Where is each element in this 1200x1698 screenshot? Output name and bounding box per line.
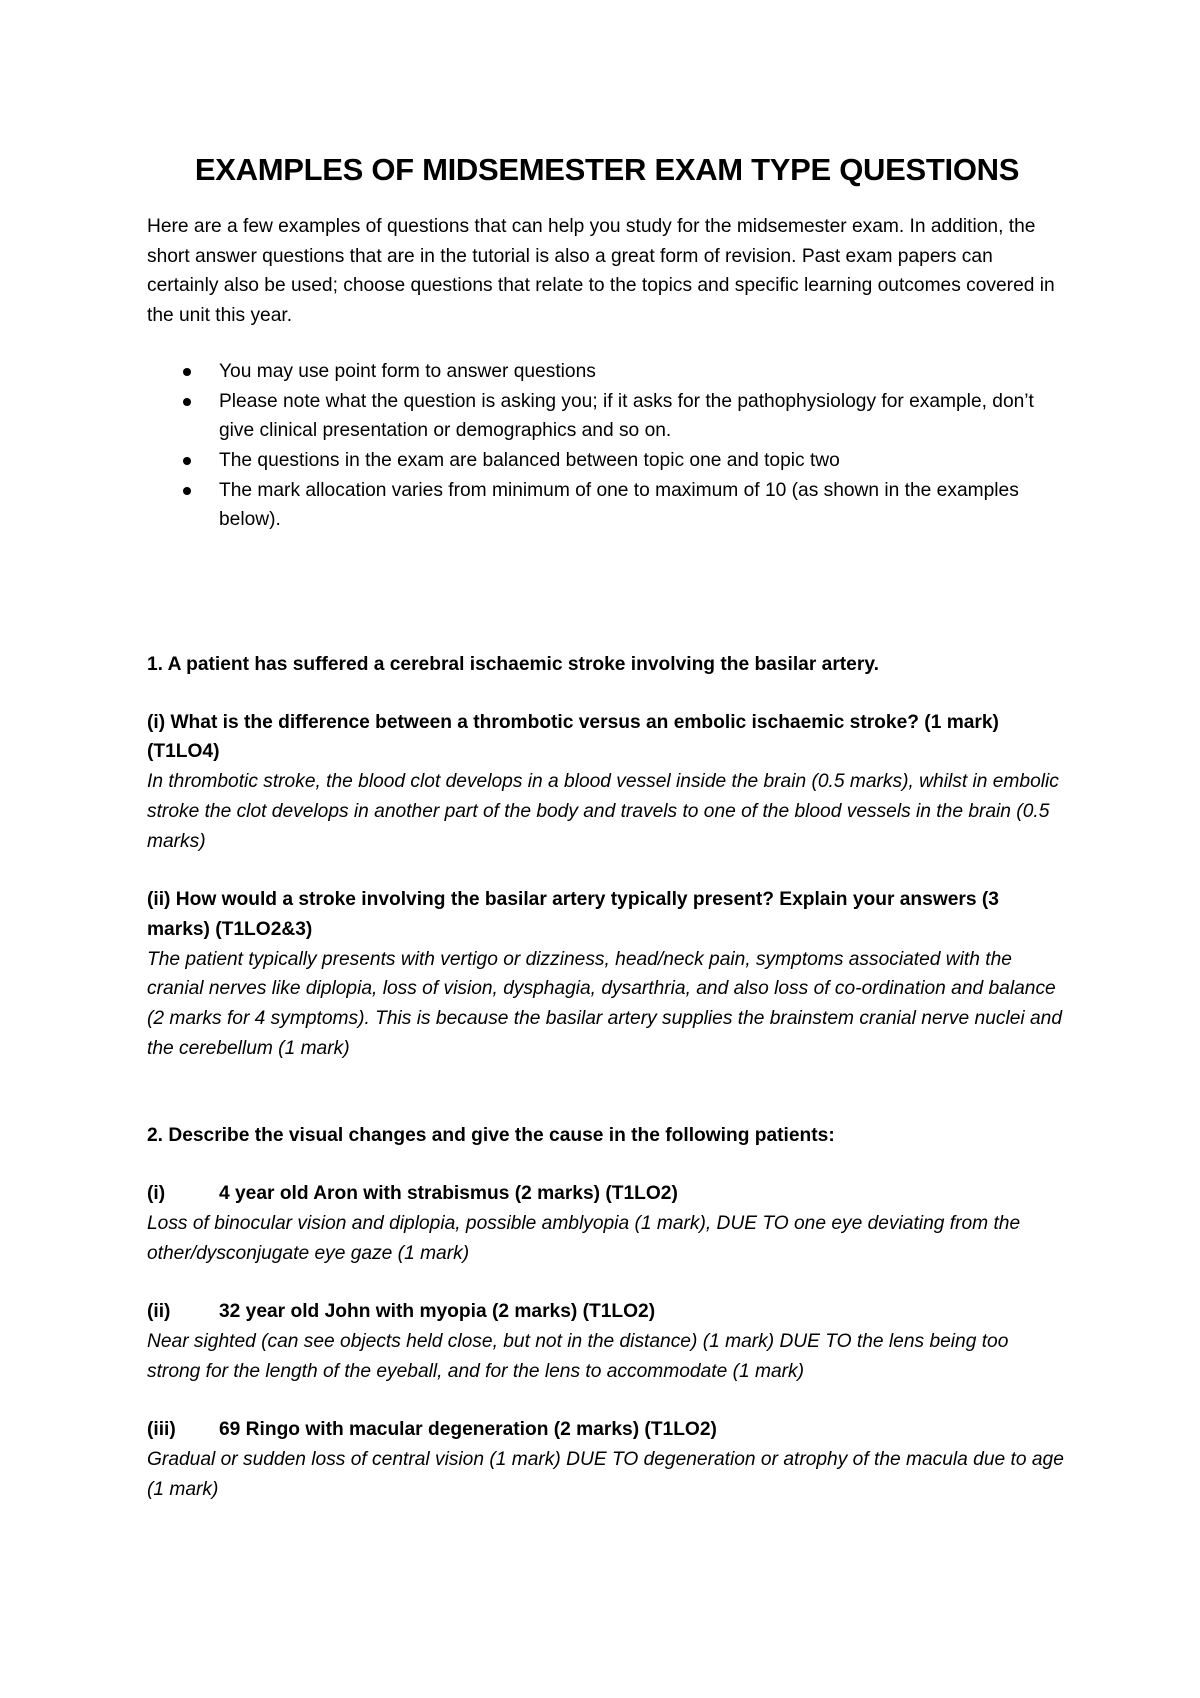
part-number: (iii) [147,1419,176,1441]
question-row [147,1297,1067,1327]
question-text: 69 Ringo with macular degeneration (2 marks) (T1LO2) [219,1419,717,1441]
question-text: 4 year old Aron with strabismus (2 marks) (T1LO2) [219,1183,678,1205]
question-2-part-ii [147,1297,1067,1386]
answer-text: Loss of binocular vision and diplopia, possible amblyopia (1 mark), DUE TO one eye deviating from the other/dysconjugate eye gaze (1 mark) [147,1212,1021,1264]
page-title: EXAMPLES OF MIDSEMESTER EXAM TYPE QUESTIONS [194,152,1020,187]
question-2-part-iii [147,1415,1067,1504]
question-1-part-ii [147,885,1067,1063]
answer-text: Gradual or sudden loss of central vision (1 mark) DUE TO degeneration or atrophy of the macula due to age (1 mark) [147,1449,1064,1500]
answer-text: The patient typically presents with vertigo or dizziness, head/neck pain, symptoms associated with the cranial nerves like diplopia, loss of vision, dysphagia, dysarthria, and also loss of co-ordination and balance (2 marks for 4 symptoms). This is because the basilar artery supplies the brainstem cranial nerve nuclei and the cerebellum (1 mark) [147,948,1062,1059]
guideline-text: The questions in the exam are balanced between topic one and topic two [219,449,840,471]
bullet-icon [183,487,191,495]
guidelines-list [147,357,1067,535]
bullet-icon [183,398,191,406]
guideline-text: Please note what the question is asking you; if it asks for the pathophysiology for example, don’t give clinical presentation or demographics and so on. [219,390,1034,442]
question-text: (i) What is the difference between a thrombotic versus an embolic ischaemic stroke? (1 mark) (T1LO4) [147,711,999,763]
part-number: (ii) [147,1301,171,1323]
page-content [147,150,1067,1505]
intro-paragraph: Here are a few examples of questions that can help you study for the midsemester exam. In addition, the short answer questions that are in the tutorial is also a great form of revision. Past exam papers can certainly also be used; choose questions that relate to the topics and specific learning outcomes covered in the unit this year. [147,216,1055,327]
guideline-text: The mark allocation varies from minimum of one to maximum of 10 (as shown in the examples below). [219,479,1019,531]
bullet-icon [183,457,191,465]
question-row [147,1415,1067,1445]
guideline-item [219,357,1067,387]
question-2 [147,1121,1067,1504]
part-number: (i) [147,1183,166,1205]
question-1-part-i [147,708,1067,857]
question-1-stem: 1. A patient has suffered a cerebral ischaemic stroke involving the basilar artery. [147,654,879,676]
question-2-part-i [147,1179,1067,1268]
answer-text: Near sighted (can see objects held close, but not in the distance) (1 mark) DUE TO the lens being too strong for the length of the eyeball, and for the lens to accommodate (1 mark) [147,1330,1009,1382]
question-text: (ii) How would a stroke involving the basilar artery typically present? Explain your answers (3 marks) (T1LO2&3) [147,889,999,940]
answer-text: In thrombotic stroke, the blood clot develops in a blood vessel inside the brain (0.5 marks), whilst in embolic stroke the clot develops in another part of the body and travels to one of the blood vessels in the brain (0.5 marks) [147,771,1059,852]
question-row [147,1179,1067,1209]
question-text: 32 year old John with myopia (2 marks) (T1LO2) [219,1301,656,1323]
question-2-stem: 2. Describe the visual changes and give the cause in the following patients: [147,1125,835,1147]
bullet-icon [183,368,191,376]
question-1 [147,650,1067,1063]
guideline-text: You may use point form to answer questions [219,360,596,382]
guideline-item [219,387,1067,446]
guideline-item [219,476,1067,535]
guideline-item [219,446,1067,476]
